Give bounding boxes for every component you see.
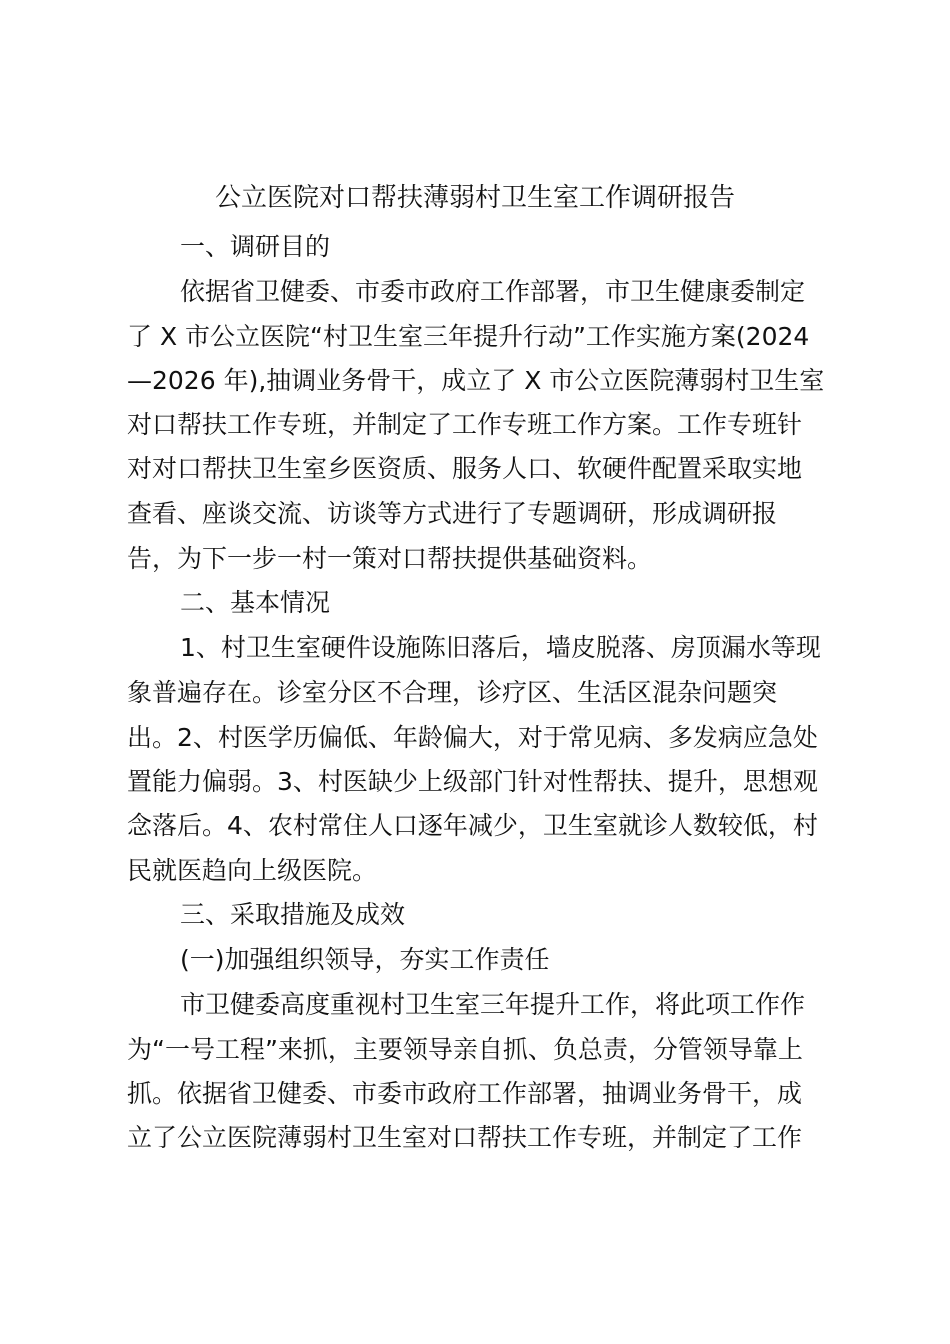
paragraph-line: 1、村卫生室硬件设施陈旧落后，墙皮脱落、房顶漏水等现 (180, 633, 821, 662)
paragraph-line: 立了公立医院薄弱村卫生室对口帮扶工作专班，并制定了工作 (127, 1123, 803, 1152)
heading-basic-situation: 二、基本情况 (180, 588, 331, 617)
document-title: 公立医院对口帮扶薄弱村卫生室工作调研报告 (214, 183, 735, 213)
paragraph-line: 象普遍存在。诊室分区不合理，诊疗区、生活区混杂问题突 (127, 678, 778, 707)
paragraph-line: 告，为下一步一村一策对口帮扶提供基础资料。 (127, 544, 653, 573)
paragraph-line: 置能力偏弱。3、村医缺少上级部门针对性帮扶、提升，思想观 (127, 767, 818, 796)
heading-research-purpose: 一、调研目的 (180, 232, 331, 261)
paragraph-line: 对对口帮扶卫生室乡医资质、服务人口、软硬件配置采取实地 (127, 454, 803, 483)
paragraph-line: 市卫健委高度重视村卫生室三年提升工作，将此项工作作 (180, 990, 806, 1019)
paragraph-line: 为“一号工程”来抓，主要领导亲自抓、负总责，分管领导靠上 (127, 1035, 803, 1064)
paragraph-line: —2026 年),抽调业务骨干，成立了 X 市公立医院薄弱村卫生室 (127, 366, 825, 395)
paragraph-line: 对口帮扶工作专班，并制定了工作专班工作方案。工作专班针 (127, 410, 803, 439)
paragraph-line: 了 X 市公立医院“村卫生室三年提升行动”工作实施方案(2024 (127, 322, 810, 351)
paragraph-line: 念落后。4、农村常住人口逐年减少，卫生室就诊人数较低，村 (127, 811, 818, 840)
paragraph-line: 查看、座谈交流、访谈等方式进行了专题调研，形成调研报 (127, 499, 778, 528)
paragraph-line: 抓。依据省卫健委、市委市政府工作部署，抽调业务骨干，成 (127, 1079, 803, 1108)
heading-measures-results: 三、采取措施及成效 (180, 900, 406, 929)
paragraph-line: 依据省卫健委、市委市政府工作部署，市卫生健康委制定 (180, 277, 806, 306)
paragraph-line: 出。2、村医学历偏低、年龄偏大，对于常见病、多发病应急处 (127, 723, 818, 752)
paragraph-line: 民就医趋向上级医院。 (127, 856, 378, 885)
subheading-organization: (一)加强组织领导，夯实工作责任 (180, 945, 550, 974)
